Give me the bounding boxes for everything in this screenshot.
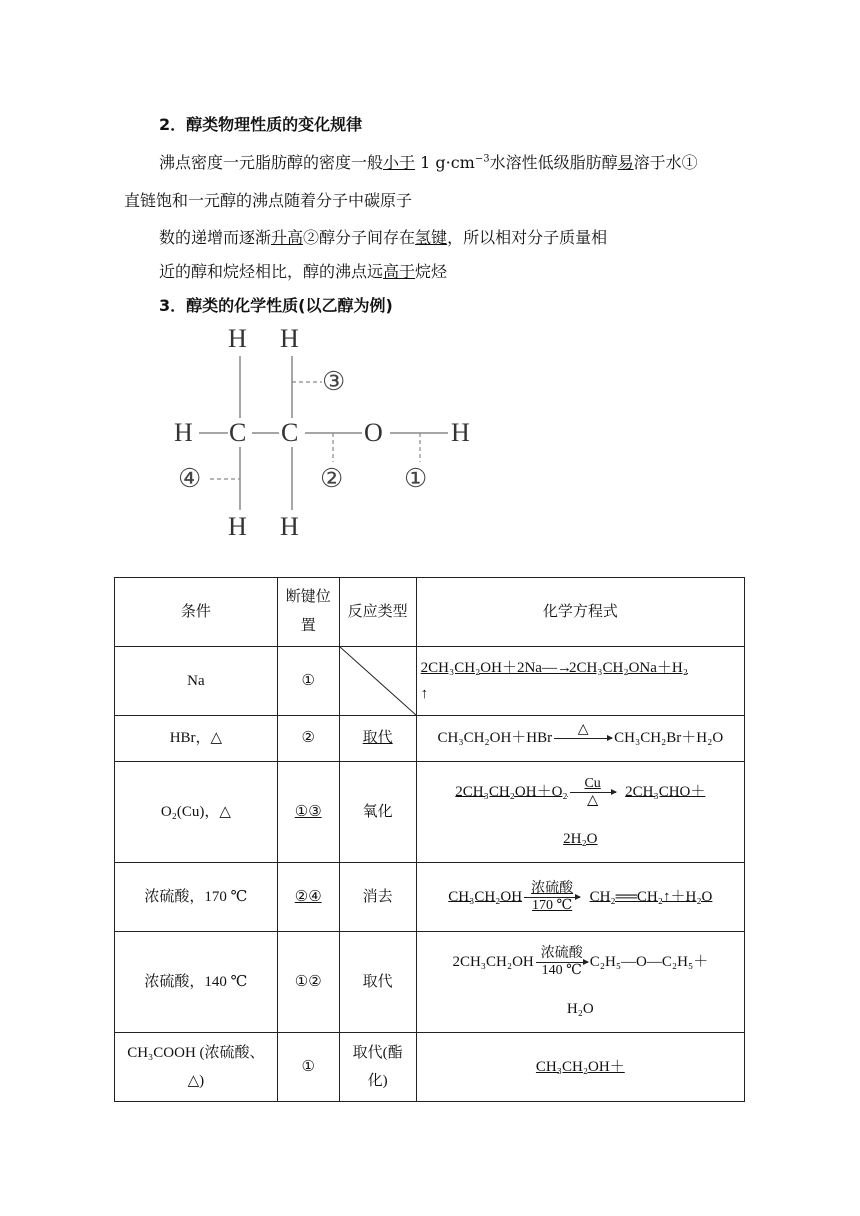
oxygen-atom: O [364, 418, 383, 447]
cell-position: ① [277, 1033, 339, 1102]
reaction-table [114, 577, 745, 1102]
answer-underline: 易 [617, 153, 634, 172]
table-row [115, 863, 745, 932]
hydrogen-atom: H [174, 418, 193, 447]
carbon-atom: C [281, 418, 299, 447]
section-heading-physical: 2．醇类物理性质的变化规律 [159, 115, 363, 134]
cell-equation: CH₃CH₂OH＋HBr △ CH₃CH₂Br＋H₂O [416, 716, 744, 762]
table-row [115, 932, 745, 1033]
cell-type: 消去 [339, 863, 416, 932]
answer-underline: 升高 [271, 228, 304, 247]
cell-type: 取代 [339, 932, 416, 1033]
cell-equation: CH₃CH₂OH 浓硫酸 170 ℃ CH₂══CH₂↑＋H₂O [416, 863, 744, 932]
carbon-atom: C [229, 418, 247, 447]
hydrogen-atom: H [451, 418, 470, 447]
answer-underline: 氢键 [415, 228, 448, 247]
bond-marker-1: ① [404, 464, 428, 494]
hydrogen-atom: H [280, 324, 299, 353]
cell-condition: 浓硫酸，170 ℃ [115, 863, 278, 932]
reaction-arrow: △ [554, 722, 612, 755]
table-row [115, 647, 745, 716]
reaction-arrow: 浓硫酸 140 ℃ [536, 946, 588, 979]
table-header-row [115, 578, 745, 647]
header-equation: 化学方程式 [416, 578, 744, 647]
section-heading-chemical: 3．醇类的化学性质(以乙醇为例) [159, 296, 393, 315]
text-line: 沸点密度一元脂肪醇的密度一般小于 1 $g\cdot cm^{-3}$水溶性低级脂肪醇易溶于水① [159, 153, 698, 172]
cell-position: ① [277, 647, 339, 716]
cell-condition: HBr，△ [115, 716, 278, 762]
table-row [115, 762, 745, 863]
hydrogen-atom: H [280, 512, 299, 541]
table-row [115, 716, 745, 762]
cell-type: 取代 [339, 716, 416, 762]
cell-equation: 2CH₃CH₂OH 浓硫酸 140 ℃ C₂H₅—O—C₂H₅＋ H₂O [416, 932, 744, 1033]
bond-marker-3: ③ [322, 367, 346, 397]
cell-condition: O₂(Cu)，△ [115, 762, 278, 863]
cell-condition: Na [115, 647, 278, 716]
text-line: 近的醇和烷烃相比，醇的沸点远高于烷烃 [159, 262, 448, 281]
bond-marker-4: ④ [178, 464, 202, 494]
header-condition: 条件 [115, 578, 278, 647]
reaction-arrow: Cu △ [570, 776, 616, 809]
cell-position: ①③ [277, 762, 339, 863]
cell-condition: CH₃COOH (浓硫酸、△) [115, 1033, 278, 1102]
arrow-icon: → [556, 660, 572, 676]
answer-underline: 小于 [383, 153, 416, 172]
cell-type: 取代(酯化) [339, 1033, 416, 1102]
cell-position: ② [277, 716, 339, 762]
header-position: 断键位置 [277, 578, 339, 647]
text-line: 直链饱和一元醇的沸点随着分子中碳原子 [124, 191, 413, 210]
reaction-arrow: 浓硫酸 170 ℃ [524, 881, 580, 914]
hydrogen-atom: H [228, 324, 247, 353]
text-line: 数的递增而逐渐升高②醇分子间存在氢键，所以相对分子质量相 [159, 228, 608, 247]
cell-type-empty [339, 647, 416, 716]
cell-equation: 2CH₃CH₂OH＋O₂ Cu △ 2CH₃CHO＋ 2H₂O [416, 762, 744, 863]
cell-equation: 2CH₃CH₂OH＋2Na—→2CH₃CH₂ONa＋H₂ ↑ [416, 647, 744, 716]
answer-underline: 高于 [383, 262, 416, 281]
cell-type: 氧化 [339, 762, 416, 863]
cell-condition: 浓硫酸，140 ℃ [115, 932, 278, 1033]
table-row [115, 1033, 745, 1102]
cell-equation: CH₃CH₂OH＋ [416, 1033, 744, 1102]
header-type: 反应类型 [339, 578, 416, 647]
cell-position: ②④ [277, 863, 339, 932]
hydrogen-atom: H [228, 512, 247, 541]
bond-marker-2: ② [320, 464, 344, 494]
cell-position: ①② [277, 932, 339, 1033]
diagonal-slash [340, 647, 416, 715]
